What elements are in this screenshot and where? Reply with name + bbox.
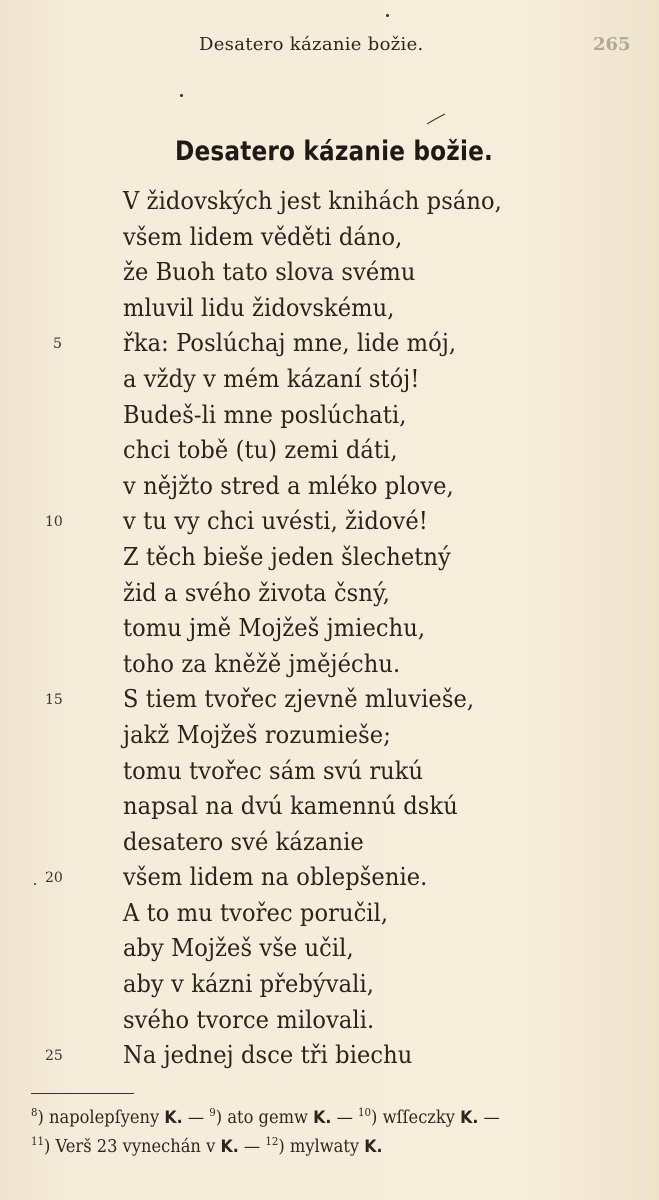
verse-text: a vždy v mém kázaní stój! xyxy=(123,363,420,393)
verse-text: Budeš-li mne poslúchati, xyxy=(123,399,407,429)
verse-line xyxy=(0,1037,659,1073)
footnote-divider xyxy=(31,1093,134,1094)
verse-line xyxy=(0,1002,659,1038)
verse-line xyxy=(0,859,659,895)
line-number: 5 xyxy=(53,336,62,353)
verse-line xyxy=(0,361,659,397)
ink-speck xyxy=(180,94,183,97)
verse-line xyxy=(0,610,659,646)
footnote-sigil: K. xyxy=(364,1137,383,1157)
verse-line xyxy=(0,539,659,575)
verse-line xyxy=(0,717,659,753)
verse-text: S tiem tvořec zjevně mluvieše, xyxy=(123,684,475,714)
verse-line xyxy=(0,966,659,1002)
footnote-separator: — xyxy=(238,1137,266,1157)
footnote-sigil: K. xyxy=(220,1137,239,1157)
verse-line xyxy=(0,290,659,326)
verse-line xyxy=(0,895,659,931)
verse-line xyxy=(0,183,659,219)
poem-verses xyxy=(0,183,659,1073)
verse-text: všem lidem věděti dáno, xyxy=(123,221,403,251)
running-head-title: Desatero kázanie božie. xyxy=(199,34,424,55)
footnote-line-1 xyxy=(31,1104,608,1133)
footnote-text: ) napolepſyeny xyxy=(37,1108,165,1128)
footnote-text: ) Verš 23 vynechán v xyxy=(44,1137,221,1157)
verse-text: že Buoh tato slova svému xyxy=(123,257,416,287)
ink-speck xyxy=(386,14,389,17)
verse-text: A to mu tvořec poručil, xyxy=(123,897,389,927)
poem-title: Desatero kázanie božie. xyxy=(175,136,494,167)
verse-text: tomu tvořec sám svú rukú xyxy=(123,755,424,785)
footnote-mark: 12 xyxy=(265,1135,279,1148)
verse-line xyxy=(0,575,659,611)
verse-text: svého tvorce milovali. xyxy=(123,1004,375,1034)
verse-line xyxy=(0,681,659,717)
verse-text: tomu jmě Mojžeš jmiechu, xyxy=(123,613,426,643)
verse-text: chci tobě (tu) zemi dáti, xyxy=(123,435,398,465)
verse-line xyxy=(0,468,659,504)
footnotes xyxy=(31,1104,651,1162)
pencil-mark-icon xyxy=(426,113,446,125)
footnote-mark: 9 xyxy=(209,1106,216,1119)
line-number: 20 xyxy=(45,870,63,887)
footnote-mark: 10 xyxy=(358,1106,372,1119)
verse-text: Na jednej dsce tři biechu xyxy=(123,1040,413,1070)
verse-line xyxy=(0,646,659,682)
running-head xyxy=(0,34,659,58)
footnote-text: ) ato gemw xyxy=(215,1108,314,1128)
footnote-separator: — xyxy=(478,1108,500,1128)
verse-line xyxy=(0,254,659,290)
verse-text: toho za kněžě jmějéchu. xyxy=(123,648,401,678)
verse-text: v tu vy chci uvésti, židové! xyxy=(123,506,428,536)
footnote-mark: 8 xyxy=(31,1106,38,1119)
verse-line xyxy=(0,397,659,433)
verse-text: desatero své kázanie xyxy=(123,826,364,856)
verse-text: Z těch bieše jeden šlechetný xyxy=(123,541,451,571)
verse-line xyxy=(0,824,659,860)
verse-text: všem lidem na oblepšenie. xyxy=(123,862,428,892)
line-number: 10 xyxy=(45,514,63,531)
verse-text: mluvil lidu židovskému, xyxy=(123,292,395,322)
footnote-sigil: K. xyxy=(164,1108,183,1128)
verse-text: napsal na dvú kamennú dskú xyxy=(123,791,458,821)
verse-text: jakž Mojžeš rozumieše; xyxy=(123,719,391,749)
verse-line xyxy=(0,325,659,361)
footnote-separator: — xyxy=(331,1108,359,1128)
footnote-sigil: K. xyxy=(313,1108,332,1128)
footnote-text: ) mylwaty xyxy=(278,1137,365,1157)
verse-text: aby Mojžeš vše učil, xyxy=(123,933,354,963)
line-number: 15 xyxy=(45,692,63,709)
ink-speck xyxy=(34,883,36,885)
footnote-separator: — xyxy=(182,1108,210,1128)
verse-text: řka: Poslúchaj mne, lide mój, xyxy=(123,328,457,358)
verse-text: aby v kázni přebývali, xyxy=(123,969,375,999)
verse-text: v nějžto stred a mléko plove, xyxy=(123,470,454,500)
verse-line xyxy=(0,788,659,824)
footnote-sigil: K. xyxy=(460,1108,479,1128)
footnote-mark: 11 xyxy=(31,1135,45,1148)
footnote-text: ) wſſeczky xyxy=(371,1108,461,1128)
footnote-line-2 xyxy=(31,1133,608,1162)
verse-line xyxy=(0,503,659,539)
page-number: 265 xyxy=(593,34,631,55)
line-number: 25 xyxy=(45,1048,63,1065)
verse-line xyxy=(0,432,659,468)
verse-line xyxy=(0,753,659,789)
verse-line xyxy=(0,930,659,966)
verse-text: žid a svého života čsný, xyxy=(123,577,391,607)
verse-text: V židovských jest knihách psáno, xyxy=(123,186,502,215)
verse-line xyxy=(0,219,659,255)
